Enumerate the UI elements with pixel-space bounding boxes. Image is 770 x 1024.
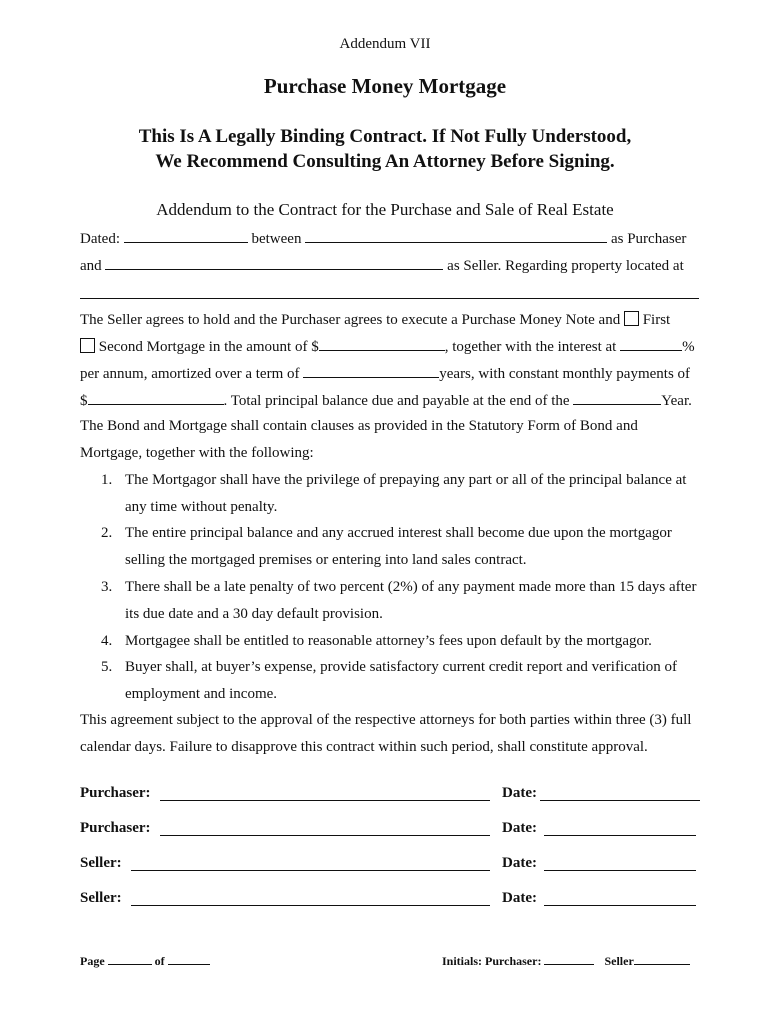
seller-1-date-label: Date: [502, 855, 537, 871]
purchaser-2-label: Purchaser: [80, 820, 151, 836]
seller-2-date-field[interactable] [544, 905, 696, 906]
purchaser-1-date-field[interactable] [540, 800, 700, 801]
terms-line-2 [80, 338, 695, 356]
condition-text: selling the mortgaged premises or entering into land sales contract. [125, 552, 527, 568]
condition-text: employment and income. [125, 686, 278, 702]
property-location-field[interactable] [80, 298, 699, 299]
page-number-field[interactable] [108, 955, 152, 965]
terms-line-4 [80, 392, 692, 410]
document-title: Purchase Money Mortgage [263, 74, 507, 98]
page-label: Page [80, 954, 105, 968]
condition-number: 4. [101, 633, 113, 649]
and-label: and [80, 258, 102, 274]
condition-text: its due date and a 30 day default provision. [125, 606, 383, 622]
purchaser-name-field[interactable] [305, 230, 607, 243]
dollar-symbol: $ [80, 393, 88, 409]
per-annum-label: per annum, amortized over a term of [80, 366, 300, 382]
percent-symbol: % [682, 339, 695, 355]
clauses-line-1: The Bond and Mortgage shall contain clauses as provided in the Statutory Form of Bond and [80, 418, 638, 434]
condition-text: any time without penalty. [125, 499, 278, 515]
years-label: years, with constant monthly payments of [439, 366, 691, 382]
document-subtitle: Addendum to the Contract for the Purchase and Sale of Real Estate [156, 200, 614, 219]
purchaser-2-signature-field[interactable] [160, 835, 490, 836]
monthly-payment-field[interactable] [88, 392, 224, 405]
purchaser-1-date-label: Date: [502, 785, 537, 801]
seller-2-date-label: Date: [502, 890, 537, 906]
seller-1-signature-field[interactable] [131, 870, 490, 871]
seller-1-label: Seller: [80, 855, 122, 871]
purchaser-1-label: Purchaser: [80, 785, 151, 801]
condition-text: Buyer shall, at buyer’s expense, provide satisfactory current credit report and verification of [125, 659, 678, 675]
purchaser-2-date-field[interactable] [544, 835, 696, 836]
mortgage-amount-field[interactable] [319, 338, 445, 351]
terms-line-3 [80, 365, 690, 383]
initials-seller-label: Seller [604, 954, 634, 968]
balance-year-field[interactable] [573, 392, 661, 405]
seller-name-field[interactable] [105, 257, 443, 270]
dated-label: Dated: [80, 231, 120, 247]
approval-line-1: This agreement subject to the approval of the respective attorneys for both parties within three (3) full [80, 712, 692, 728]
terms-line-1-text: The Seller agrees to hold and the Purchaser agrees to execute a Purchase Money Note and [80, 312, 621, 328]
of-label: of [154, 954, 165, 968]
purchaser-suffix: as Purchaser [610, 231, 687, 247]
terms-line-1 [80, 311, 670, 329]
condition-number: 3. [101, 579, 113, 595]
condition-text: There shall be a late penalty of two percent (2%) of any payment made more than 15 days after [125, 579, 697, 595]
initials-purchaser-label: Initials: Purchaser: [442, 954, 542, 968]
second-label: Second Mortgage in the amount of $ [98, 339, 319, 355]
purchaser-initials-field[interactable] [544, 955, 594, 965]
interest-rate-field[interactable] [620, 338, 682, 351]
seller-initials-field[interactable] [634, 955, 690, 965]
condition-number: 1. [101, 472, 113, 488]
interest-label: , together with the interest at [444, 339, 617, 355]
initials-footer [442, 954, 690, 969]
approval-line-2: calendar days. Failure to disapprove this contract within such period, shall constitute approval. [80, 739, 648, 755]
purchaser-1-signature-field[interactable] [160, 800, 490, 801]
dated-field[interactable] [124, 230, 248, 243]
seller-2-signature-field[interactable] [131, 905, 490, 906]
addendum-number: Addendum VII [339, 36, 431, 52]
balance-label: . Total principal balance due and payable at the end of the [223, 393, 570, 409]
condition-text: The Mortgagor shall have the privilege of prepaying any part or all of the principal balance at [125, 472, 687, 488]
purchaser-2-date-label: Date: [502, 820, 537, 836]
clauses-line-2: Mortgage, together with the following: [80, 445, 314, 461]
first-label: First [642, 312, 671, 328]
second-mortgage-checkbox[interactable] [80, 338, 95, 353]
condition-text: Mortgagee shall be entitled to reasonable attorney’s fees upon default by the mortgagor. [125, 633, 652, 649]
page-footer [80, 954, 210, 969]
year-label: Year. [661, 393, 692, 409]
term-years-field[interactable] [303, 365, 439, 378]
condition-number: 5. [101, 659, 113, 675]
page-total-field[interactable] [168, 955, 210, 965]
seller-line [80, 257, 684, 275]
dated-line [80, 230, 686, 248]
warning-line-1: This Is A Legally Binding Contract. If Not Fully Understood, [138, 126, 632, 147]
warning-line-2: We Recommend Consulting An Attorney Before Signing. [155, 151, 615, 172]
seller-1-date-field[interactable] [544, 870, 696, 871]
seller-suffix: as Seller. Regarding property located at [447, 258, 684, 274]
first-mortgage-checkbox[interactable] [624, 311, 639, 326]
seller-2-label: Seller: [80, 890, 122, 906]
condition-text: The entire principal balance and any accrued interest shall become due upon the mortgagor [125, 525, 672, 541]
condition-number: 2. [101, 525, 113, 541]
between-label: between [251, 231, 302, 247]
